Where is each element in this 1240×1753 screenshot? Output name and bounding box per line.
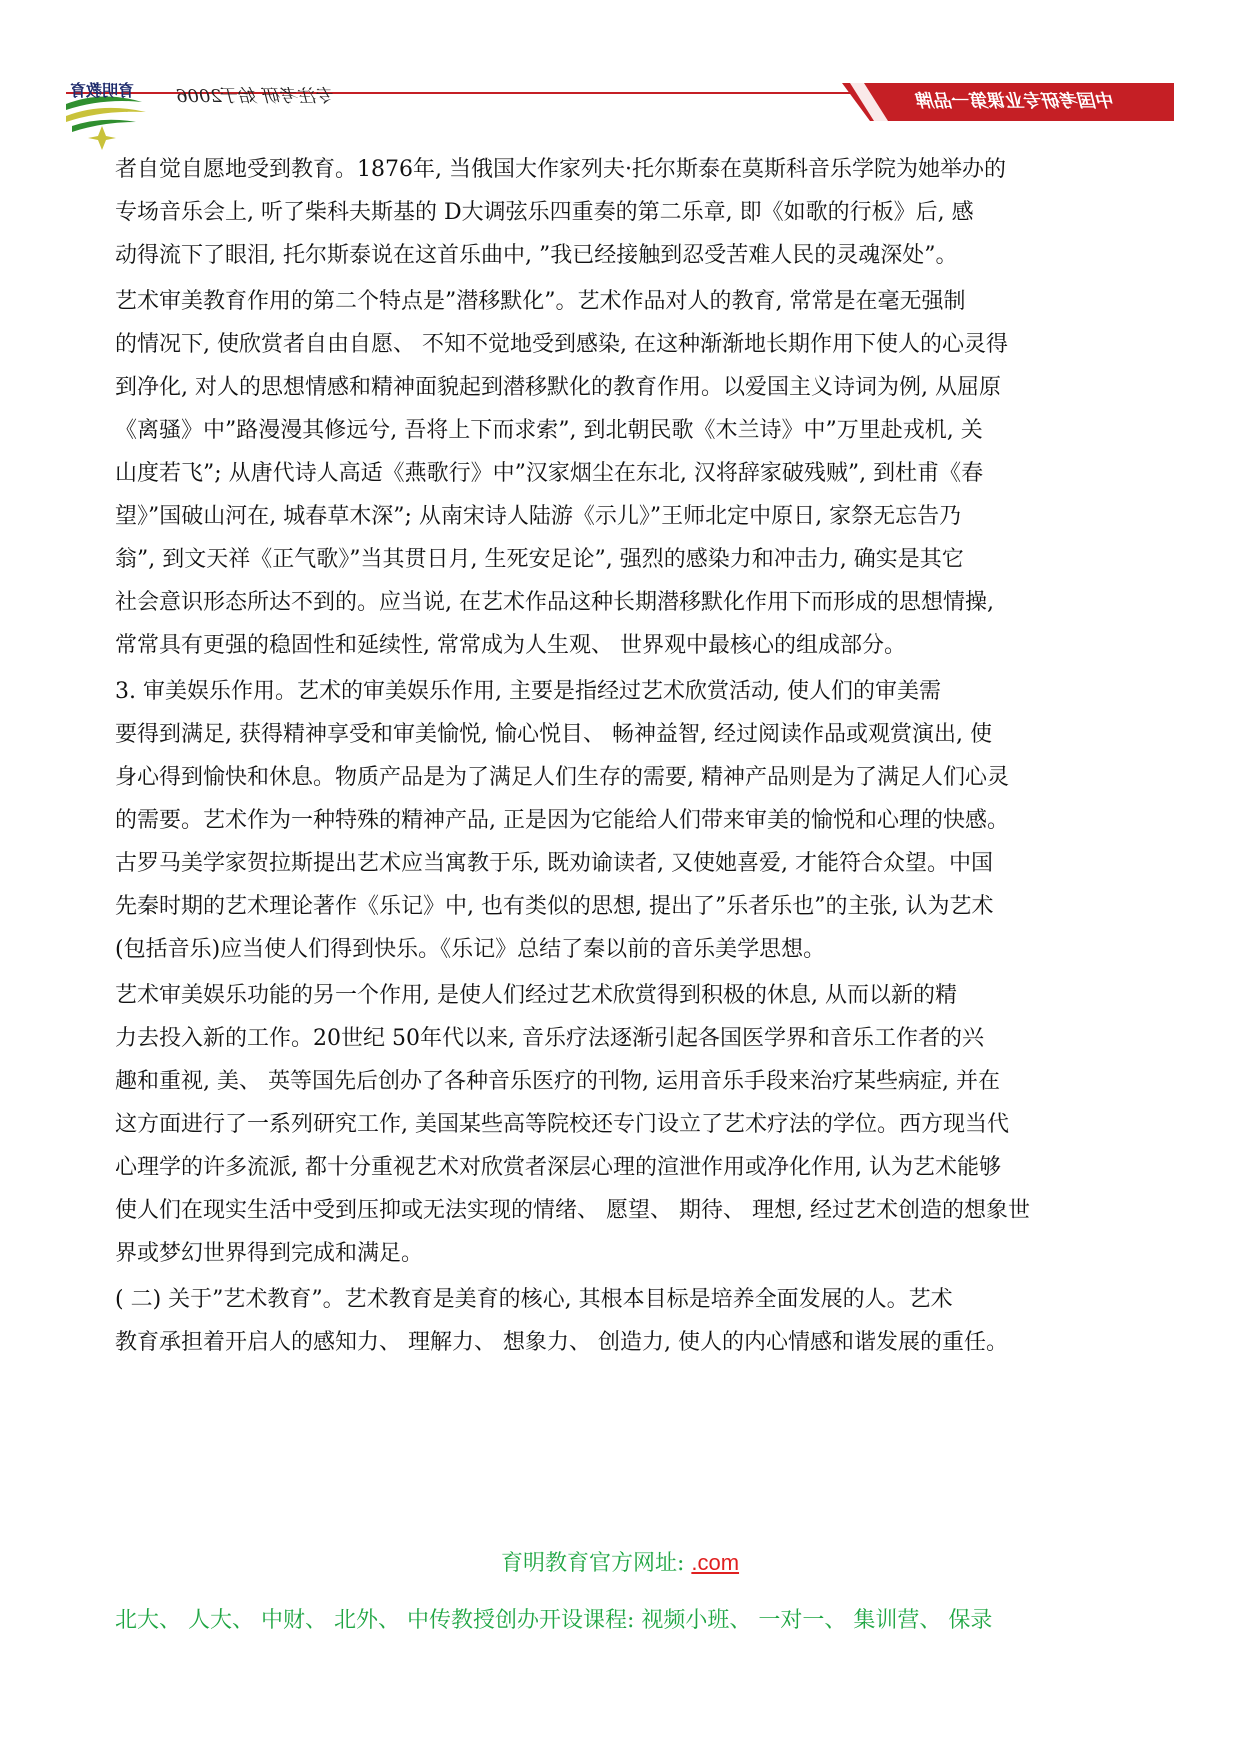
page-header <box>0 0 1240 160</box>
text-line: ( 二) 关于”艺术教育”。艺术教育是美育的核心, 其根本目标是培养全面发展的人。艺术 <box>115 1287 953 1312</box>
text-line: 《离骚》中”路漫漫其修远兮, 吾将上下而求索”, 到北朝民歌《木兰诗》中”万里赴戎机, 关 <box>115 418 983 443</box>
text-line: 3. 审美娱乐作用。艺术的审美娱乐作用, 主要是指经过艺术欣赏活动, 使人们的审美需 <box>115 679 941 704</box>
text-line: 的情况下, 使欣赏者自由自愿、 不知不觉地受到感染, 在这种渐渐地长期作用下使人的心灵得 <box>115 332 1008 357</box>
text-line: 动得流下了眼泪, 托尔斯泰说在这首乐曲中, ”我已经接触到忍受苦难人民的灵魂深处”。 <box>115 243 958 268</box>
text-line: 艺术审美教育作用的第二个特点是”潜移默化”。艺术作品对人的教育, 常常是在毫无强制 <box>115 289 966 314</box>
footer-courses: 北大、 人大、 中财、 北外、 中传教授创办开设课程: 视频小班、 一对一、 集训营、 保录 <box>115 1608 993 1633</box>
text-line: 古罗马美学家贺拉斯提出艺术应当寓教于乐, 既劝谕读者, 又使她喜爱, 才能符合众望。中国 <box>115 851 993 876</box>
text-line: 艺术审美娱乐功能的另一个作用, 是使人们经过艺术欣赏得到积极的休息, 从而以新的精 <box>115 983 957 1008</box>
text-line: 专场音乐会上, 听了柴科夫斯基的 D大调弦乐四重奏的第二乐章, 即《如歌的行板》后, 感 <box>115 200 974 225</box>
text-line: 望》”国破山河在, 城春草木深”; 从南宋诗人陆游《示儿》”王师北定中原日, 家祭无忘告乃 <box>115 504 962 529</box>
text-line: 力去投入新的工作。20世纪 50年代以来, 音乐疗法逐渐引起各国医学界和音乐工作者的兴 <box>115 1026 984 1051</box>
text-line: 教育承担着开启人的感知力、 理解力、 想象力、 创造力, 使人的内心情感和谐发展的重任。 <box>115 1330 1008 1355</box>
footer-site-label: 育明教育官方网址: <box>500 1551 692 1576</box>
logo-text: 育明教育 <box>70 81 135 100</box>
header-banner-text: 中国考研专业课第一品牌 <box>917 91 1115 112</box>
text-line: 要得到满足, 获得精神享受和审美愉悦, 愉心悦目、 畅神益智, 经过阅读作品或观赏演出, 使 <box>115 722 992 747</box>
text-line: 界或梦幻世界得到完成和满足。 <box>115 1241 424 1266</box>
text-line: 山度若飞”; 从唐代诗人高适《燕歌行》中”汉家烟尘在东北, 汉将辞家破残贼”, 到杜甫《春 <box>115 461 984 486</box>
text-line: 先秦时期的艺术理论著作《乐记》中, 也有类似的思想, 提出了”乐者乐也”的主张, 认为艺术 <box>115 894 994 919</box>
text-line: 常常具有更强的稳固性和延续性, 常常成为人生观、 世界观中最核心的组成部分。 <box>115 633 906 658</box>
text-line: 者自觉自愿地受到教育。1876年, 当俄国大作家列夫·托尔斯泰在莫斯科音乐学院为她举办的 <box>115 157 1006 182</box>
text-line: 社会意识形态所达不到的。应当说, 在艺术作品这种长期潜移默化作用下而形成的思想情操, <box>115 590 994 615</box>
header-slogan: 专注考研 始于2006 <box>176 86 336 107</box>
text-line: 这方面进行了一系列研究工作, 美国某些高等院校还专门设立了艺术疗法的学位。西方现当代 <box>115 1112 1009 1137</box>
text-line: 趣和重视, 美、 英等国先后创办了各种音乐医疗的刊物, 运用音乐手段来治疗某些病症, 并在 <box>115 1069 1000 1094</box>
text-line: 使人们在现实生活中受到压抑或无法实现的情绪、 愿望、 期待、 理想, 经过艺术创造的想象世 <box>115 1198 1030 1223</box>
text-line: 翁”, 到文天祥《正气歌》”当其贯日月, 生死安足论”, 强烈的感染力和冲击力, 确实是其它 <box>115 547 964 572</box>
text-line: 心理学的许多流派, 都十分重视艺术对欣赏者深层心理的渲泄作用或净化作用, 认为艺术能够 <box>115 1155 1001 1180</box>
text-line: 的需要。艺术作为一种特殊的精神产品, 正是因为它能给人们带来审美的愉悦和心理的快感。 <box>115 808 1009 833</box>
footer-website <box>0 1546 1240 1577</box>
footer-site-link[interactable]: .com <box>691 1550 740 1575</box>
text-line: 到净化, 对人的思想情感和精神面貌起到潜移默化的教育作用。以爱国主义诗词为例, 从屈原 <box>115 375 1001 400</box>
text-line: 身心得到愉快和休息。物质产品是为了满足人们生存的需要, 精神产品则是为了满足人们心灵 <box>115 765 1009 790</box>
text-line: (包括音乐)应当使人们得到快乐。《乐记》总结了秦以前的音乐美学思想。 <box>115 937 826 962</box>
